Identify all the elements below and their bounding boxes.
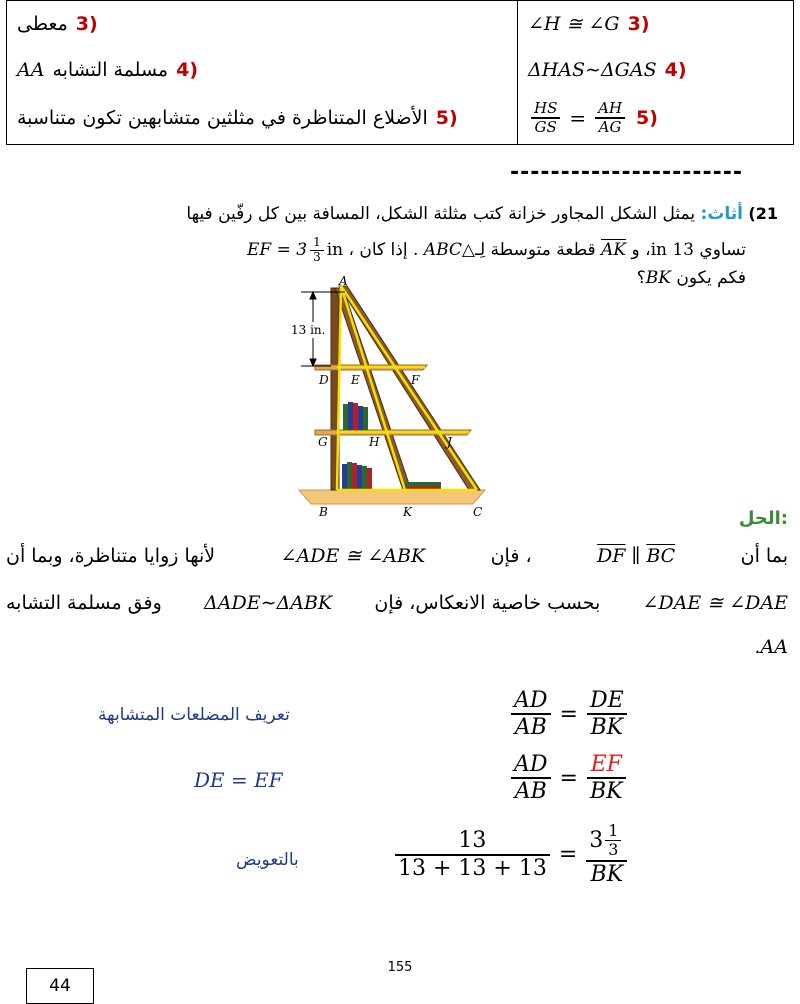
problem-line-1: 21) أثاث: يمثل الشكل المجاور خزانة كتب مثلثة الشكل، المسافة بين كل رفّين فيها xyxy=(186,204,778,224)
svg-text:D: D xyxy=(319,373,329,387)
page-box: 44 xyxy=(26,968,94,1004)
reasons-column xyxy=(7,1,518,145)
proof-table xyxy=(6,0,794,145)
books-lower xyxy=(342,462,441,490)
svg-text:H: H xyxy=(369,435,380,449)
equation-3-reason: بالتعويض xyxy=(236,850,299,870)
statement-row: (5 $\frac{HS}{GS}$ = $\frac{AH}{AG}$ xyxy=(528,93,783,143)
bookcase-figure xyxy=(285,276,500,522)
statements-column xyxy=(518,1,794,145)
svg-text:C: C xyxy=(473,505,483,519)
problem-line-3: فكم يكون BK؟ xyxy=(636,268,746,288)
svg-text:K: K xyxy=(403,505,412,519)
solution-heading: الحل: xyxy=(738,508,788,529)
equation-2: $\frac{AD}{AB}$ = $\frac{EF}{BK}$ xyxy=(508,752,629,805)
reason-row: (5 الأضلاع المتناظرة في مثلثين متشابهين تكون متناسبة xyxy=(17,107,458,129)
svg-text:B: B xyxy=(319,505,328,519)
statement-row: (3 ∠H ≅ ∠G xyxy=(528,13,650,35)
svg-text:F: F xyxy=(411,373,420,387)
equation-3: $\frac{13}{13 + 13 + 13}$ = 3 $\frac{1}{3}$ BK xyxy=(392,822,630,887)
equation-1-reason: تعريف المضلعات المتشابهة xyxy=(98,705,290,725)
solution-line-2: ∠DAE ≅ ∠DAE بحسب خاصية الانعكاس، فإن ΔADE∼ΔABK وفق مسلمة التشابه xyxy=(6,592,788,614)
books-upper xyxy=(343,402,368,430)
measure-label: 13 in. xyxy=(291,323,326,337)
separator-line: ----------------------- xyxy=(510,160,744,185)
svg-text:J: J xyxy=(447,435,452,449)
reason-row: (4 مسلمة التشابه AA xyxy=(17,59,199,81)
page-number: 155 xyxy=(387,960,413,975)
statement-row: (4 ΔHAS∼ΔGAS xyxy=(528,59,687,81)
svg-text:A: A xyxy=(339,276,348,288)
reason-row: (3 معطى xyxy=(17,13,98,35)
equation-2-reason: DE = EF xyxy=(194,768,283,792)
equation-1: $\frac{AD}{AB}$ = $\frac{DE}{BK}$ xyxy=(508,688,630,741)
solution-line-3: .AA xyxy=(754,636,788,658)
solution-line-1: بما أن $\overline{DF}$ ∥ $\overline{BC}$ ، فإن ∠ADE ≅ ∠ABK لأنها زوايا متناظرة، وبما أن xyxy=(6,545,788,567)
problem-line-2: تساوي 13 in، و AK قطعة متوسطة لِـ△ABC . إذا كان EF = 3 $\frac{1}{3}$ in ، xyxy=(246,235,746,264)
svg-text:G: G xyxy=(318,435,328,449)
ratio-equation: $\frac{HS}{GS}$ = $\frac{AH}{AG}$ xyxy=(528,100,628,137)
svg-text:E: E xyxy=(351,373,360,387)
